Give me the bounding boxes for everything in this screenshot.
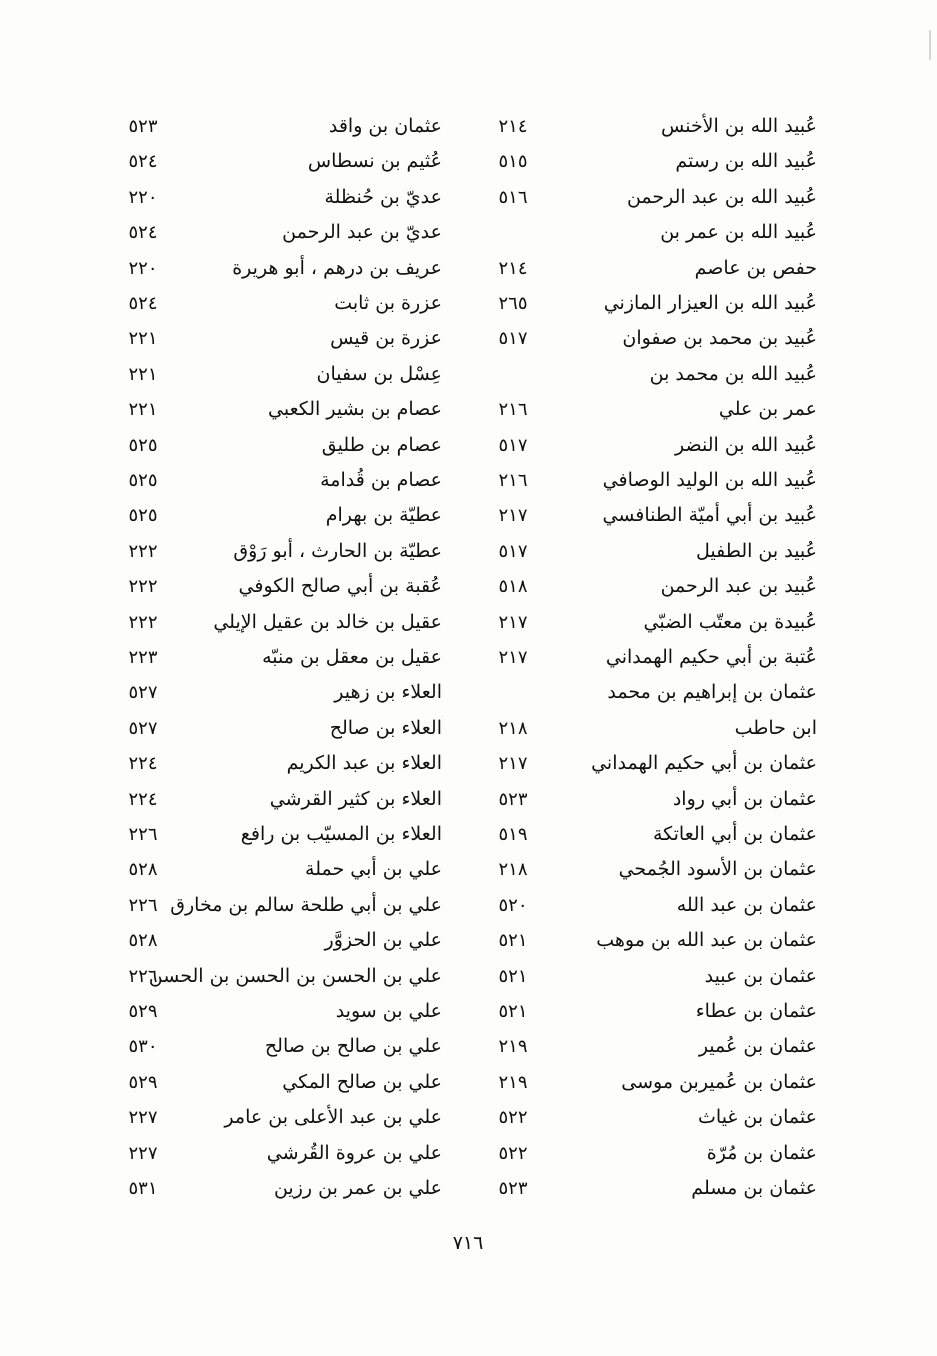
index-row bbox=[0, 852, 937, 888]
entry-name-left: عصام بن بشير الكعبي bbox=[268, 398, 442, 421]
entry-page-left: ٢٢١ bbox=[128, 363, 158, 385]
entry-name-right: حفص بن عاصم bbox=[694, 256, 817, 279]
entry-name-right: عُبيد الله بن العيزار المازني bbox=[603, 292, 817, 314]
entry-page-right: ٢١٨ bbox=[498, 717, 528, 739]
index-row bbox=[0, 498, 937, 534]
entry-name-left: عقيل بن معقل بن منبّه bbox=[262, 646, 442, 668]
entry-page-left: ٥٢٤ bbox=[128, 222, 158, 244]
entry-name-right: عثمان بن أبي رواد bbox=[672, 787, 817, 810]
entry-page-right: ٢١٦ bbox=[498, 470, 528, 491]
entry-name-left: علي بن صالح المكي bbox=[282, 1070, 442, 1093]
entry-page-right: ٥٢١ bbox=[498, 965, 528, 987]
entry-name-right: عثمان بن عبد الله بن موهب bbox=[596, 929, 817, 952]
entry-page-left: ٥٢٥ bbox=[128, 505, 158, 527]
entry-page-right: ٥٢٣ bbox=[498, 788, 528, 810]
entry-name-right: عُبيد بن أبي أميّة الطنافسي bbox=[602, 504, 817, 527]
entry-page-right: ٥١٧ bbox=[498, 540, 528, 562]
entry-page-left: ٥٢٨ bbox=[128, 930, 158, 952]
entry-page-left: ٢٢٦ bbox=[128, 965, 158, 987]
entry-name-left: عثمان بن واقد bbox=[328, 115, 442, 137]
entry-name-right: عثمان بن مسلم bbox=[691, 1177, 817, 1199]
entry-page-right: ٥١٥ bbox=[498, 151, 528, 173]
entry-name-left: علي بن عمر بن رزين bbox=[273, 1177, 442, 1199]
index-row bbox=[0, 605, 937, 641]
entry-name-left: عُقبة بن أبي صالح الكوفي bbox=[238, 575, 442, 598]
entry-name-left: عصام بن قُدامة bbox=[320, 469, 442, 491]
entry-page-right: ٢١٩ bbox=[498, 1071, 528, 1093]
entry-page-right: ٢١٧ bbox=[498, 505, 528, 527]
page-number: ٧١٦ bbox=[452, 1232, 484, 1254]
entry-page-right: ٢٦٥ bbox=[498, 293, 528, 314]
entry-page-left: ٥٢٧ bbox=[128, 682, 158, 704]
index-row bbox=[0, 994, 937, 1030]
entry-name-right: عُتبة بن أبي حكيم الهمداني bbox=[605, 646, 817, 668]
entry-page-right: ٢١٧ bbox=[498, 647, 528, 668]
index-row bbox=[0, 215, 937, 251]
entry-name-right: عثمان بن عبد الله bbox=[676, 893, 817, 916]
entry-name-left: عزرة بن ثابت bbox=[334, 292, 442, 314]
entry-page-left: ٢٢٧ bbox=[128, 1142, 158, 1164]
index-row bbox=[0, 1136, 937, 1172]
entry-page-right bbox=[478, 675, 548, 711]
index-row bbox=[0, 1100, 937, 1136]
entry-name-left: علي بن أبي طلحة سالم بن مخارق bbox=[170, 893, 442, 916]
index-row bbox=[0, 817, 937, 853]
entry-name-right: عُبيدة بن معتّب الضبّي bbox=[643, 610, 817, 633]
entry-name-right: عمر بن علي bbox=[718, 398, 817, 421]
entry-page-left: ٢٢٢ bbox=[128, 540, 158, 562]
index-row bbox=[0, 251, 937, 287]
entry-page-right: ٢١٤ bbox=[498, 257, 528, 279]
entry-name-left: علي بن عبد الأعلى بن عامر bbox=[224, 1106, 442, 1129]
entry-page-left: ٢٢٠ bbox=[128, 257, 158, 279]
entry-page-left: ٢٢٢ bbox=[128, 576, 158, 598]
index-row bbox=[0, 286, 937, 322]
entry-page-right: ٢١٨ bbox=[498, 859, 528, 881]
entry-name-left: عِسْل بن سفيان bbox=[316, 362, 442, 385]
entry-name-left: عطيّة بن الحارث ، أبو رَوْق bbox=[233, 539, 442, 562]
entry-page-left: ٥٢٥ bbox=[128, 434, 158, 456]
entry-name-left: عصام بن طليق bbox=[321, 433, 442, 456]
index-row bbox=[0, 923, 937, 959]
entry-page-left: ٥٢٨ bbox=[128, 859, 158, 881]
entry-page-right: ٥١٧ bbox=[498, 328, 528, 350]
index-row bbox=[0, 711, 937, 747]
entry-name-right: عثمان بن غياث bbox=[698, 1106, 817, 1129]
scan-edge-mark bbox=[929, 30, 931, 60]
entry-name-right: عثمان بن إبراهيم بن محمد bbox=[607, 681, 817, 704]
entry-page-right: ٥٢٢ bbox=[498, 1142, 528, 1164]
entry-name-right: عُبيد الله بن رستم bbox=[675, 150, 817, 173]
entry-name-right: عثمان بن عطاء bbox=[695, 1000, 817, 1022]
entry-name-right: عثمان بن أبي العاتكة bbox=[652, 823, 817, 845]
entry-name-right: عثمان بن أبي حكيم الهمداني bbox=[591, 752, 817, 775]
index-row bbox=[0, 357, 937, 393]
entry-page-right: ٢١٤ bbox=[498, 116, 528, 137]
entry-name-right: عُبيد الله بن الوليد الوصافي bbox=[602, 469, 817, 491]
entry-name-right: عثمان بن الأسود الجُمحي bbox=[618, 858, 817, 881]
entry-page-right: ٥٢٣ bbox=[498, 1178, 528, 1199]
entry-name-left: عطيّة بن بهرام bbox=[325, 504, 442, 527]
entry-name-right: عُبيد بن عبد الرحمن bbox=[660, 575, 817, 598]
entry-page-right: ٥٢١ bbox=[498, 930, 528, 952]
entry-name-right: عثمان بن مُرّة bbox=[706, 1141, 817, 1164]
entry-name-left: عقيل بن خالد بن عقيل الإيلي bbox=[213, 610, 442, 633]
index-row bbox=[0, 1029, 937, 1065]
entry-name-right: عثمان بن عُميربن موسى bbox=[621, 1070, 817, 1093]
entry-name-right: ابن حاطب bbox=[734, 716, 817, 739]
entry-page-left: ٥٢٤ bbox=[128, 293, 158, 314]
entry-page-left: ٢٢٧ bbox=[128, 1107, 158, 1129]
entry-page-left: ٢٢٤ bbox=[128, 753, 158, 775]
index-row bbox=[0, 782, 937, 818]
entry-page-left: ٢٢٢ bbox=[128, 611, 158, 633]
entry-page-left: ٥٣٠ bbox=[128, 1036, 158, 1058]
entry-page-left: ٢٢٤ bbox=[128, 788, 158, 810]
entry-name-left: علي بن الحزوَّر bbox=[324, 929, 442, 952]
entry-name-left: علي بن سويد bbox=[335, 1000, 442, 1022]
entry-name-left: العلاء بن كثير القرشي bbox=[269, 787, 442, 810]
entry-page-left: ٥٢٣ bbox=[128, 116, 158, 137]
entry-name-left: العلاء بن المسيّب بن رافع bbox=[240, 823, 442, 845]
entry-page-right: ٥١٩ bbox=[498, 824, 528, 845]
entry-page-left: ٢٢١ bbox=[128, 328, 158, 350]
entry-name-left: العلاء بن زهير bbox=[334, 681, 442, 704]
entry-page-right: ٥١٨ bbox=[498, 576, 528, 598]
entry-name-left: علي بن الحسن بن الحسن بن الحسن bbox=[148, 964, 442, 987]
entry-name-left: علي بن عروة القُرشي bbox=[266, 1141, 442, 1164]
entry-page-right: ٥٢١ bbox=[498, 1001, 528, 1022]
entry-name-left: علي بن أبي حملة bbox=[305, 858, 442, 881]
index-row bbox=[0, 392, 937, 428]
entry-name-left: عديّ بن حُنظلة bbox=[324, 185, 442, 208]
entry-name-left: العلاء بن صالح bbox=[329, 716, 442, 739]
entry-page-left: ٥٢٩ bbox=[128, 1001, 158, 1022]
entry-page-right: ٢١٦ bbox=[498, 399, 528, 421]
index-row bbox=[0, 1065, 937, 1101]
index-row bbox=[0, 675, 937, 711]
entry-page-left: ٥٢٩ bbox=[128, 1071, 158, 1093]
entry-page-right bbox=[478, 215, 548, 251]
entry-page-left: ٥٣١ bbox=[128, 1178, 158, 1199]
index-row bbox=[0, 144, 937, 180]
index-row bbox=[0, 640, 937, 676]
entry-name-left: عديّ بن عبد الرحمن bbox=[282, 221, 442, 244]
entry-page-right: ٥١٧ bbox=[498, 434, 528, 456]
index-row bbox=[0, 109, 937, 145]
index-row bbox=[0, 463, 937, 499]
entry-page-right bbox=[478, 357, 548, 393]
entry-page-left: ٢٢٦ bbox=[128, 824, 158, 845]
entry-name-right: عُبيد بن محمد بن صفوان bbox=[622, 327, 817, 350]
entry-page-left: ٢٢٣ bbox=[128, 647, 158, 668]
index-row bbox=[0, 746, 937, 782]
entry-name-left: علي بن صالح بن صالح bbox=[264, 1035, 442, 1058]
index-row bbox=[0, 888, 937, 924]
index-row bbox=[0, 1171, 937, 1207]
entry-page-left: ٥٢٥ bbox=[128, 470, 158, 491]
entry-page-right: ٢١٧ bbox=[498, 753, 528, 775]
entry-page-left: ٥٢٤ bbox=[128, 151, 158, 173]
entry-name-right: عُبيد الله بن النضر bbox=[675, 433, 817, 456]
entry-page-right: ٢١٩ bbox=[498, 1036, 528, 1058]
entry-name-right: عُبيد الله بن عبد الرحمن bbox=[626, 185, 817, 208]
entry-name-right: عثمان بن عُمير bbox=[698, 1035, 817, 1058]
entry-name-left: عزرة بن قيس bbox=[330, 327, 442, 350]
entry-page-right: ٥٢٠ bbox=[498, 894, 528, 916]
entry-name-right: عُبيد الله بن الأخنس bbox=[660, 115, 817, 137]
entry-name-right: عُبيد بن الطفيل bbox=[696, 539, 817, 562]
index-row bbox=[0, 569, 937, 605]
entry-name-left: عُثيم بن نسطاس bbox=[307, 150, 442, 173]
entry-name-left: عريف بن درهم ، أبو هريرة bbox=[232, 256, 442, 279]
index-row bbox=[0, 534, 937, 570]
entry-page-left: ٢٢٦ bbox=[128, 894, 158, 916]
entry-page-right: ٥١٦ bbox=[498, 186, 528, 208]
entry-name-right: عثمان بن عبيد bbox=[704, 964, 817, 987]
entry-page-left: ٥٢٧ bbox=[128, 717, 158, 739]
index-row bbox=[0, 321, 937, 357]
entry-page-right: ٢١٧ bbox=[498, 611, 528, 633]
entry-name-right: عُبيد الله بن محمد بن bbox=[649, 362, 817, 385]
entry-name-left: العلاء بن عبد الكريم bbox=[286, 752, 442, 775]
index-row bbox=[0, 959, 937, 995]
entry-page-right: ٥٢٢ bbox=[498, 1107, 528, 1129]
entry-name-right: عُبيد الله بن عمر بن bbox=[660, 221, 817, 244]
index-row bbox=[0, 428, 937, 464]
entry-page-left: ٢٢٠ bbox=[128, 186, 158, 208]
index-row bbox=[0, 180, 937, 216]
entry-page-left: ٢٢١ bbox=[128, 399, 158, 421]
